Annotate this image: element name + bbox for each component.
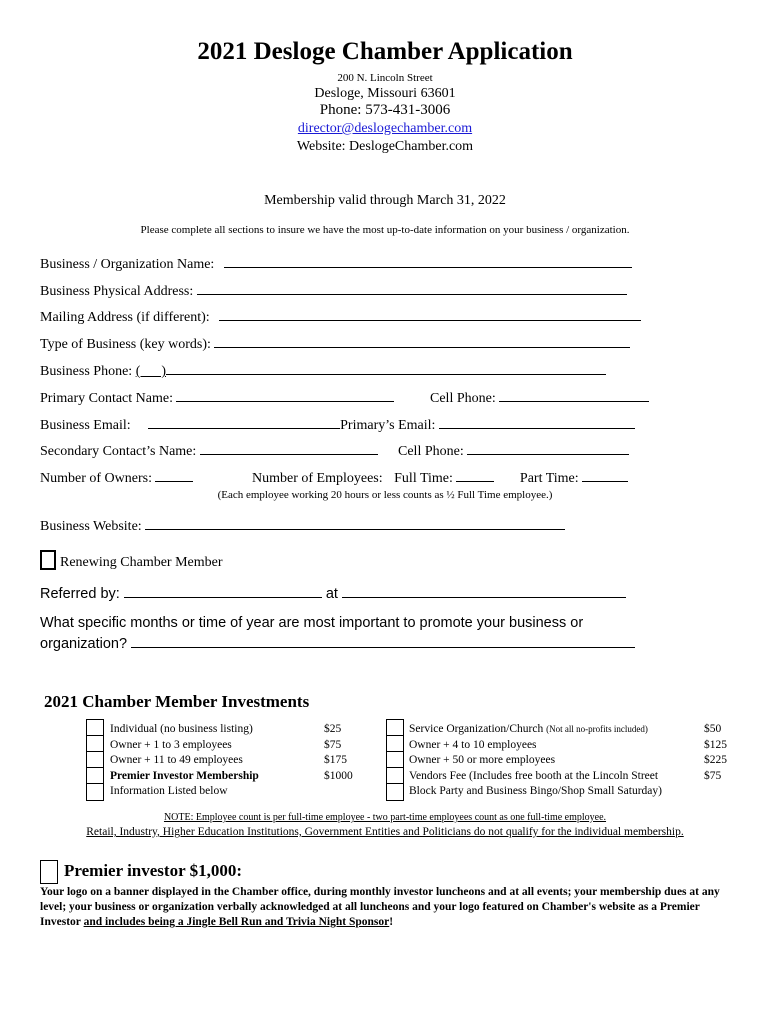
city-address: Desloge, Missouri 63601 <box>314 86 456 101</box>
business-type-line[interactable] <box>214 335 630 348</box>
street-address: 200 N. Lincoln Street <box>337 72 433 84</box>
investments-heading: 2021 Chamber Member Investments <box>44 692 310 711</box>
business-email-line[interactable] <box>148 416 340 429</box>
cell-phone-field[interactable]: Cell Phone: <box>430 389 649 407</box>
part-time-line[interactable] <box>582 469 628 482</box>
renewing-label: Renewing Chamber Member <box>60 555 223 570</box>
renewing-checkbox[interactable] <box>40 550 56 570</box>
promote-line[interactable] <box>131 635 635 648</box>
premier-checkbox[interactable] <box>40 860 58 884</box>
right-price-list: $50 $125 $225 $75 <box>704 723 727 782</box>
premier-description: Your logo on a banner displayed in the Chamber office, during monthly investor luncheons and at all events; your membership dues at any level; your business or organization verbally acknowledged at all luncheons and your logo featured on Chamber's website as a Premier Investor and includes being a Jingle Bell Run and Trivia Night Sponsor! <box>40 886 720 928</box>
physical-address-field[interactable]: Business Physical Address: <box>40 282 627 300</box>
full-time-line[interactable] <box>456 469 494 482</box>
business-email-field[interactable]: Business Email: Primary’s Email: <box>40 416 635 434</box>
website-field[interactable]: Business Website: <box>40 517 565 535</box>
investment-vendors-cont: Block Party and Business Bingo/Shop Small Saturday) <box>409 785 662 797</box>
employee-count-note: NOTE: Employee count is per full-time employee - two part-time employees count as one full-time employee. <box>163 812 607 823</box>
owners-line[interactable] <box>155 469 193 482</box>
investment-info-below: Information Listed below <box>110 785 228 797</box>
primary-email-line[interactable] <box>439 416 635 429</box>
investment-owner-4-10: Owner + 4 to 10 employees <box>409 738 537 751</box>
qualification-note: Retail, Industry, Higher Education Institutions, Government Entities and Politicians do not qualify for the individual membership. <box>86 826 684 838</box>
primary-contact-line[interactable] <box>176 389 394 402</box>
cell-phone-line[interactable] <box>499 389 649 402</box>
secondary-contact-field[interactable]: Secondary Contact’s Name: <box>40 442 378 460</box>
right-investment-list <box>409 722 662 800</box>
business-type-field[interactable]: Type of Business (key words): <box>40 335 630 353</box>
primary-contact-field[interactable]: Primary Contact Name: <box>40 389 394 407</box>
referred-by-line[interactable] <box>124 585 322 598</box>
website-line[interactable] <box>145 517 565 530</box>
business-name-field[interactable]: Business / Organization Name: <box>40 255 632 273</box>
investment-service-org: Service Organization/Church (Not all no-profits included) <box>409 723 648 735</box>
investment-vendors: Vendors Fee (Includes free booth at the Lincoln Street <box>409 769 659 782</box>
cell-phone-2-line[interactable] <box>467 442 629 455</box>
promote-field[interactable]: organization? <box>40 635 635 652</box>
mailing-address-line[interactable] <box>219 308 641 321</box>
referred-field[interactable]: Referred by: at <box>40 585 626 602</box>
left-investment-list <box>110 722 259 800</box>
promote-question: What specific months or time of year are most important to promote your business or <box>40 615 584 631</box>
premier-heading: Premier investor $1,000: <box>64 861 242 880</box>
investment-premier: Premier Investor Membership <box>110 769 259 782</box>
page-title: 2021 Desloge Chamber Application <box>197 38 573 65</box>
investment-owner-11-49: Owner + 11 to 49 employees <box>110 754 243 766</box>
phone-number: Phone: 573-431-3006 <box>319 102 451 118</box>
mailing-address-field[interactable]: Mailing Address (if different): <box>40 308 641 326</box>
referred-at-line[interactable] <box>342 585 626 598</box>
investment-owner-1-3: Owner + 1 to 3 employees <box>110 738 232 751</box>
left-price-list: $25 $75 $175 $1000 <box>324 723 353 782</box>
owners-field[interactable]: Number of Owners: <box>40 469 193 487</box>
membership-validity: Membership valid through March 31, 2022 <box>264 193 506 208</box>
cell-phone-2-field[interactable]: Cell Phone: <box>398 442 629 460</box>
business-phone-line[interactable] <box>166 362 606 375</box>
right-checkbox-column[interactable] <box>386 719 404 801</box>
employees-field[interactable]: Number of Employees: Full Time: Part Time: <box>252 469 628 487</box>
secondary-contact-line[interactable] <box>200 442 378 455</box>
investment-owner-50: Owner + 50 or more employees <box>409 754 556 766</box>
email-link[interactable]: director@deslogechamber.com <box>297 121 473 136</box>
investment-individual: Individual (no business listing) <box>110 723 253 735</box>
left-checkbox-column[interactable] <box>86 719 104 801</box>
website-text: Website: DeslogeChamber.com <box>296 139 474 154</box>
employee-note: (Each employee working 20 hours or less counts as ½ Full Time employee.) <box>217 489 553 501</box>
physical-address-line[interactable] <box>197 282 627 295</box>
instructions: Please complete all sections to insure we have the most up-to-date information on your business / organization. <box>140 224 630 236</box>
business-phone-field[interactable]: Business Phone: ( ) <box>40 362 606 380</box>
business-name-line[interactable] <box>224 255 632 268</box>
